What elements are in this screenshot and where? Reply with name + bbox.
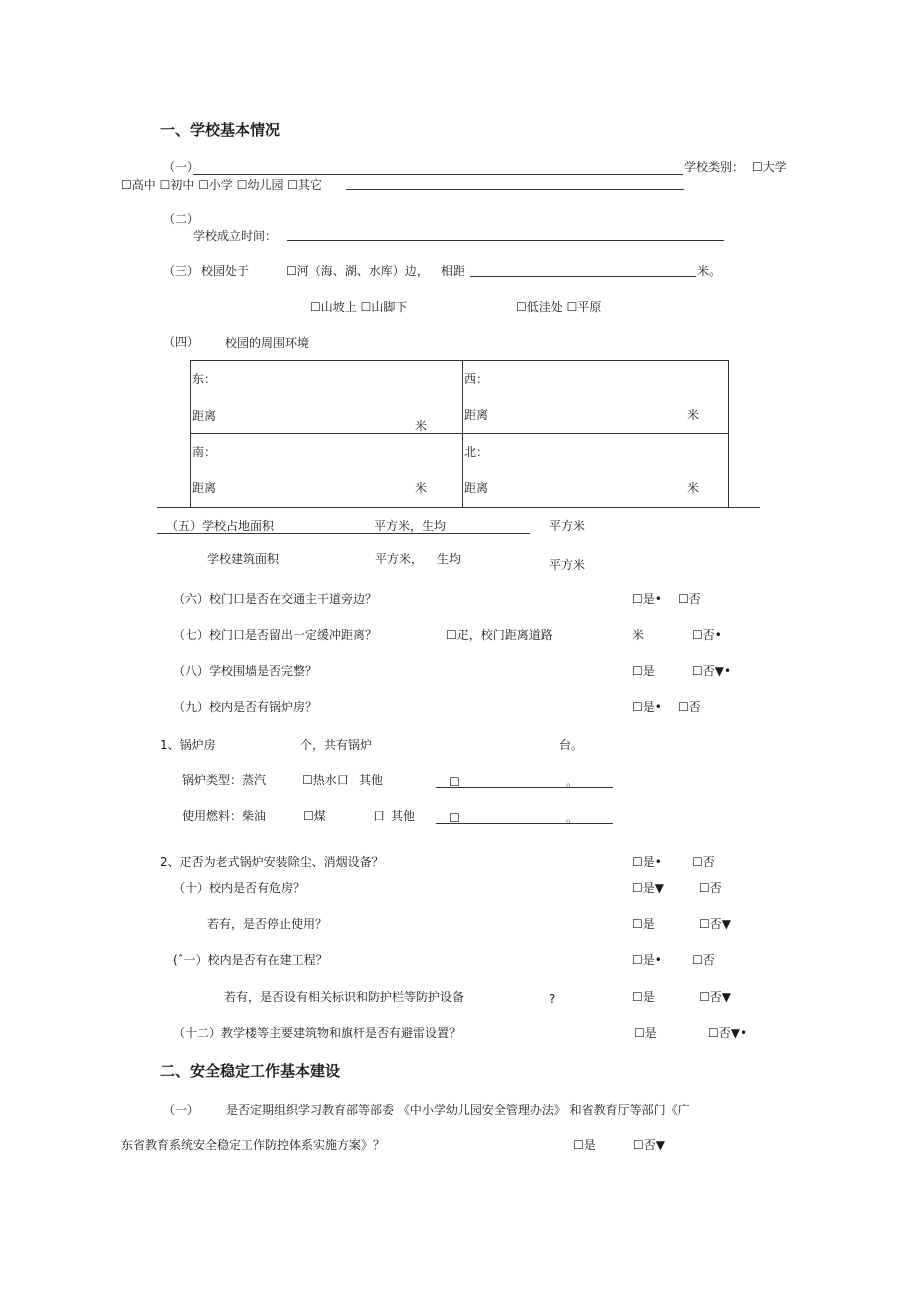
q11-sub-yes[interactable]: ☐是 [632, 990, 655, 1004]
option-lowland[interactable]: ☐低洼处 ☐平原 [516, 300, 602, 314]
q7-yes-distance[interactable]: ☐疋，校门距离道路 [446, 628, 553, 642]
q8-yes[interactable]: ☐是 [632, 664, 655, 678]
fuel-coal[interactable]: ☐煤 [303, 809, 326, 823]
q11-text: (ˆ一）校内是否有在建工程？ [173, 953, 328, 967]
q4-label: 校园的周围环境 [225, 336, 310, 350]
q9-yes[interactable]: ☐是• [632, 700, 662, 714]
q7-text: （七）校门口是否留出一定缓冲距离？ [173, 628, 378, 642]
founding-date-field[interactable] [287, 240, 724, 241]
boiler-type-other-field[interactable] [436, 787, 613, 788]
q9-2-text: 2、疋否为老式锅炉安装除尘、消烟设备？ [160, 855, 384, 869]
q1-type-label: 学校类别： [684, 160, 745, 174]
q11-sub-text: 若有，是否设有相关标识和防护栏等防护设备 [224, 990, 465, 1004]
q10-text: （十）校内是否有危房？ [173, 881, 306, 895]
cell-south-unit: 米 [415, 481, 428, 495]
fuel-end: 。 [566, 811, 579, 825]
option-university[interactable]: ☐大学 [752, 160, 787, 174]
cell-west-distance[interactable]: 距离 [464, 408, 489, 422]
q11-no[interactable]: ☐否 [692, 953, 715, 967]
s2-q1-yes[interactable]: ☐是 [573, 1138, 596, 1152]
cell-west-direction: 西： [464, 372, 489, 386]
s2-q1-line2: 东省教育系统安全稳定工作防控体系实施方案》？ [121, 1138, 386, 1152]
q1-school-name-field[interactable] [193, 174, 683, 175]
s2-q1-line1: 是否定期组织学习教育部等部委 《中小学幼儿园安全管理办法》 和省教育厅等部门《广 [226, 1103, 690, 1117]
cell-east-distance[interactable]: 距离 [192, 409, 217, 423]
q5-building-per-student-unit: 平方米 [549, 558, 586, 572]
cell-east-direction: 东： [192, 372, 217, 386]
q3-label: 校园处于 [201, 264, 250, 278]
q6-yes[interactable]: ☐是• [632, 592, 662, 606]
q5-per-student-label: 生均 [437, 552, 462, 566]
table-bottom-rule [157, 507, 760, 508]
cell-north-direction: 北： [464, 445, 489, 459]
q12-no[interactable]: ☐否▼• [708, 1026, 748, 1040]
q9-2-yes[interactable]: ☐是• [632, 855, 662, 869]
fuel-other-field[interactable] [436, 823, 613, 824]
s2-q1-no[interactable]: ☐否▼ [633, 1138, 665, 1152]
cell-south-direction: 南： [192, 445, 217, 459]
q5-land-area-label: （五）学校占地面积 [166, 519, 275, 533]
q3-number: （三） [163, 264, 200, 278]
fuel-label: 使用燃料：柴油 [182, 809, 267, 823]
q5-land-area-unit: 平方米，生均 [374, 519, 447, 533]
option-river[interactable]: ☐河（海、湖、水库）边， [286, 264, 429, 278]
q10-sub-text: 若有，是否停止使用？ [207, 917, 328, 931]
boiler-type-other-box[interactable]: ☐ [449, 775, 460, 789]
fuel-other-label: 其他 [391, 809, 416, 823]
q4-number: （四） [163, 335, 200, 349]
school-type-options[interactable]: ☐高中 ☐初中 ☐小学 ☐幼儿园 ☐其它 [121, 178, 323, 192]
boiler-type-label: 锅炉类型：蒸汽 [182, 773, 267, 787]
section-2-title: 二、安全稳定工作基本建设 [160, 1062, 341, 1080]
q8-no[interactable]: ☐否▼• [692, 664, 732, 678]
boiler-unit: 台。 [559, 738, 584, 752]
q9-no[interactable]: ☐否 [678, 700, 701, 714]
q10-sub-yes[interactable]: ☐是 [632, 917, 655, 931]
boiler-room-label: 1、锅炉房 [160, 738, 216, 752]
river-distance-field[interactable] [470, 276, 696, 277]
q10-sub-no[interactable]: ☐否▼ [699, 917, 731, 931]
boiler-type-hotwater[interactable]: ☐热水口 [302, 773, 349, 787]
cell-west-unit: 米 [687, 408, 700, 422]
q6-no[interactable]: ☐否 [678, 592, 701, 606]
q3-distance-label: 相距 [441, 264, 466, 278]
q5-building-area-label: 学校建筑面积 [207, 552, 280, 566]
boiler-type-end: 。 [566, 775, 579, 789]
q3-unit: 米。 [697, 264, 722, 278]
q5-land-per-student-unit: 平方米 [549, 519, 586, 533]
q12-text: （十二）教学楼等主要建筑物和旗杆是否有避雷设置？ [173, 1026, 462, 1040]
cell-north-distance[interactable]: 距离 [464, 481, 489, 495]
q7-unit: 米 [632, 628, 645, 642]
table-divider-horizontal [190, 433, 728, 434]
q11-yes[interactable]: ☐是• [632, 953, 662, 967]
land-area-field[interactable] [157, 533, 530, 534]
section-1-title: 一、学校基本情况 [160, 121, 281, 139]
q2-number: （二） [163, 212, 200, 226]
q7-no[interactable]: ☐否• [692, 628, 722, 642]
q9-2-no[interactable]: ☐否 [692, 855, 715, 869]
q6-text: （六）校门口是否在交通主干道旁边？ [173, 592, 378, 606]
other-type-field[interactable] [346, 189, 684, 190]
q1-number: （一） [163, 160, 200, 174]
boiler-count-label: 个，共有锅炉 [300, 738, 373, 752]
q11-sub-question-mark: ? [549, 992, 556, 1006]
q12-yes[interactable]: ☐是 [634, 1026, 657, 1040]
q10-yes[interactable]: ☐是▼ [632, 881, 664, 895]
q5-building-area-unit: 平方米， [375, 552, 424, 566]
q8-text: （八）学校围墙是否完整？ [173, 664, 318, 678]
s2-q1-number: （一） [163, 1103, 200, 1117]
cell-north-unit: 米 [687, 481, 700, 495]
fuel-other-box[interactable]: ☐ [449, 811, 460, 825]
cell-east-unit: 米 [415, 419, 428, 433]
q10-no[interactable]: ☐否 [699, 881, 722, 895]
boiler-type-other-label: 其他 [359, 773, 384, 787]
q2-label: 学校成立时间： [193, 229, 278, 243]
q11-sub-no[interactable]: ☐否▼ [699, 990, 731, 1004]
q9-text: （九）校内是否有锅炉房？ [173, 700, 318, 714]
fuel-option-3[interactable]: 口 [373, 809, 386, 823]
surroundings-table [190, 360, 729, 508]
cell-south-distance[interactable]: 距离 [192, 481, 217, 495]
option-hillside[interactable]: ☐山坡上 ☐山脚下 [310, 300, 408, 314]
